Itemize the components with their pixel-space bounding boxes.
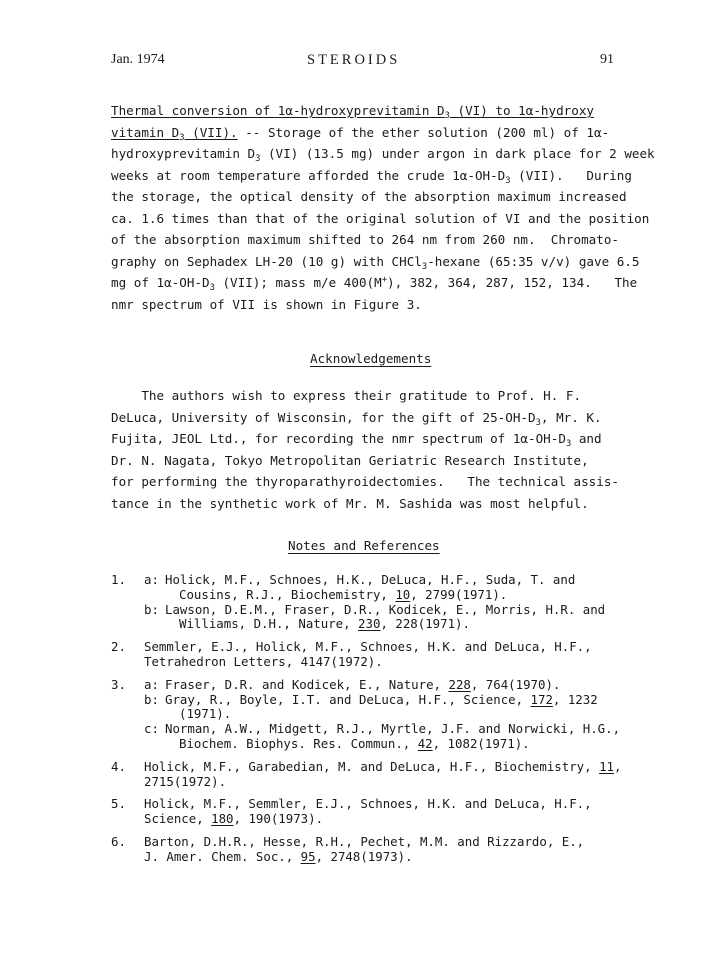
reference-text: a: Fraser, D.R. and Kodicek, E., Nature, 228, 764(1970). b: Gray, R., Boyle, I.T. and DeLuca, H.F., Science, 172, 1232 (1971). c: Norman, A.W., Midgett, R.J., Myrtle, J.F. and Norwicki, H.G., Biochem. Biophys. Res. Commun., 42, 1082(1971). — [144, 676, 621, 751]
reference-item — [111, 573, 631, 632]
reference-number: 1. — [111, 572, 126, 587]
notes-references-heading: Notes and References — [288, 538, 440, 553]
reference-text: Barton, D.H.R., Hesse, R.H., Pechet, M.M. and Rizzardo, E., J. Amer. Chem. Soc., 95, 2748(1973). — [144, 833, 585, 864]
reference-item — [111, 678, 631, 752]
reference-number: 3. — [111, 676, 126, 692]
reference-number: 5. — [111, 796, 126, 812]
reference-item — [111, 797, 631, 827]
reference-text: Semmler, E.J., Holick, M.F., Schnoes, H.K. and DeLuca, H.F., Tetrahedron Letters, 4147(1972). — [144, 639, 592, 669]
thermal-conversion-paragraph: Thermal conversion of 1α-hydroxyprevitamin $D_3$ (VI) to 1α-hydroxy vitamin $D_3$ (VII). -- Storage of the ether solution (200 ml) of 1α- hydroxyprevitamin $D_3$ (VI) (13.5 mg) under argon in dark place for 2 week weeks at room temperature afforded the crude $1\alpha-OH-D_3$ (VII). During the storage, the optical density of the absorption maximum increased ca. 1.6 times than that of the original solution of VI and the position of the absorption maximum shifted to 264 nm from 260 nm. Chromato- graphy on Sephadex LH-20 (10 g) with CHCl$_3$-hexane (65:35 v/v) gave 6.5 mg of $1\alpha-OH-D_3$ (VII); mass m/e 400(M+), 382, 364, 287, 152, 134. The nmr spectrum of VII is shown in Figure 3. — [111, 103, 655, 312]
reference-list — [111, 573, 631, 873]
reference-text: Holick, M.F., Garabedian, M. and DeLuca, H.F., Biochemistry, 11, 2715(1972). — [144, 758, 622, 789]
reference-item — [111, 640, 631, 670]
page-number: 91 — [600, 52, 614, 67]
reference-text: a: Holick, M.F., Schnoes, H.K., DeLuca, H.F., Suda, T. and Cousins, R.J., Biochemistry, 10, 2799(1971). b: Lawson, D.E.M., Fraser, D.R., Kodicek, E., Morris, H.R. and Williams, D.H., Nature, 230, 228(1971). — [144, 572, 606, 632]
reference-number: 6. — [111, 833, 126, 849]
reference-text: Holick, M.F., Semmler, E.J., Schnoes, H.K. and DeLuca, H.F., Science, 180, 190(1973). — [144, 796, 592, 827]
reference-item — [111, 835, 631, 865]
reference-item — [111, 760, 631, 790]
reference-number: 2. — [111, 639, 126, 655]
running-header-date: Jan. 1974 — [111, 52, 165, 67]
running-header-journal: STEROIDS — [307, 52, 401, 68]
acknowledgements-heading: Acknowledgements — [310, 351, 432, 366]
reference-number: 4. — [111, 758, 126, 774]
acknowledgements-paragraph: The authors wish to express their gratitude to Prof. H. F. DeLuca, University of Wisconsin, for the gift of $25-OH-D_3$, Mr. K. Fujita, JEOL Ltd., for recording the nmr spectrum of $1\alpha-OH-D_3$ and Dr. N. Nagata, Tokyo Metropolitan Geriatric Research Institute, for performing the thyroparathyroidectomies. The technical assis- tance in the synthetic work of Mr. M. Sashida was most helpful. — [111, 388, 619, 511]
